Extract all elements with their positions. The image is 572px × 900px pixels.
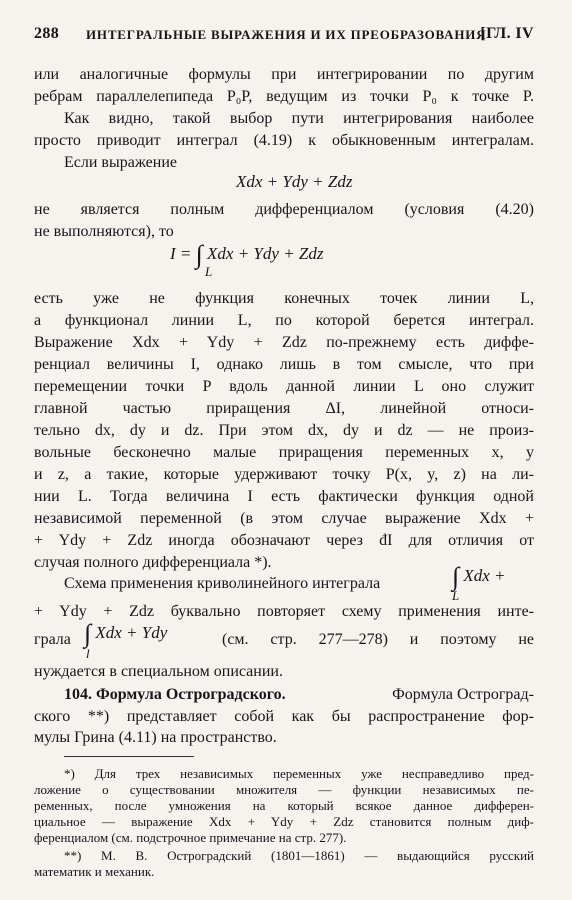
text-line: ренциал величины I, однако лишь в том смысле, что при (34, 356, 534, 373)
formula-differential: Xdx + Ydy + Zdz (236, 172, 353, 191)
text-line: + Ydy + Zdz буквально повторяет схему применения инте- (34, 603, 534, 620)
text-line: независимой переменной (в этом случае выражение Xdx + (34, 510, 534, 527)
text-line: не выполняются), то (34, 223, 174, 240)
text-line: случая полного дифференциала *). (34, 554, 272, 571)
inline-integral-formula (452, 562, 506, 591)
text-line: главной частью приращения ΔI, линейной относи- (34, 400, 534, 417)
formula-functional (170, 240, 324, 269)
text-line: ского **) представляет собой как бы распространение фор- (34, 708, 534, 725)
text-line: нии L. Тогда величина I есть фактически функция одной (34, 488, 534, 505)
formula-part: Xdx + (463, 566, 506, 585)
text-line: грала (34, 631, 71, 648)
text-line: (см. стр. 277—278) и поэтому не (222, 631, 534, 648)
footnote-line: математик и механик. (34, 864, 155, 879)
text-line: мулы Грина (4.11) на пространство. (34, 729, 277, 746)
text-line: а функционал линии L, по которой берется интеграл. (34, 312, 534, 329)
text-line: нуждается в специальном описании. (34, 663, 283, 680)
section-heading (64, 684, 354, 706)
text-line: + Ydy + Zdz иногда обозначают через đI для отличия от (34, 532, 534, 549)
section-title: 104. Формула Остроградского. (64, 686, 286, 703)
footnote-line: циальное — выражение Xdx + Ydy + Zdz становится полным диф- (34, 814, 534, 829)
footnote-line: ложение о существовании множителя — функции независимых пе- (34, 782, 534, 797)
text-line: есть уже не функция конечных точек линии L, (34, 290, 534, 307)
text-line: Выражение Xdx + Ydy + Zdz по-прежнему есть диффе- (34, 334, 534, 351)
integral-subscript: L (205, 264, 213, 279)
formula-part: Xdx + Ydy (95, 623, 168, 642)
text-line: просто приводит интеграл (4.19) к обыкновенным интегралам. (34, 132, 534, 149)
inline-integral-formula-2 (84, 619, 168, 648)
text-line: или аналогичные формулы при интегрировании по другим (34, 66, 534, 83)
text-line: ребрам параллелепипеда P₀P, ведущим из точки P₀ к точке P. (34, 88, 534, 105)
text-line: Формула Остроград- (392, 686, 534, 703)
footnote-line: ференциалом (см. подстрочное примечание на стр. 277). (34, 830, 347, 845)
running-title: ИНТЕГРАЛЬНЫЕ ВЫРАЖЕНИЯ И ИХ ПРЕОБРАЗОВАНИЯ (86, 27, 487, 42)
integral-subscript: l (86, 646, 90, 661)
integral-subscript: L (452, 588, 460, 603)
text-line: вольные бесконечно малые приращения переменных x, y (34, 444, 534, 461)
text-line: тельно dx, dy и dz. При этом dx, dy и dz — не произ- (34, 422, 534, 439)
chapter-label: [ГЛ. IV (480, 25, 534, 42)
integral-sign: ∫ (452, 562, 460, 591)
page-number: 288 (34, 25, 60, 42)
text-line: и z, а такие, которые удерживают точку P(x, y, z) на ли- (34, 466, 534, 483)
formula-lhs: I = (170, 244, 192, 263)
formula-rhs: Xdx + Ydy + Zdz (207, 244, 324, 263)
text-line: перемещении точки P вдоль данной линии L оно служит (34, 378, 534, 395)
integral-sign: ∫ (195, 240, 203, 269)
footnote-line: ременных, после умножения на который всякое данное дифферен- (34, 798, 534, 813)
integral-sign: ∫ (84, 619, 92, 648)
footnote-line: **) М. В. Остроградский (1801—1861) — выдающийся русский (64, 848, 534, 863)
text-line: Как видно, такой выбор пути интегрирования наиболее (64, 110, 534, 127)
footnote-divider (64, 756, 194, 757)
text-line: Схема применения криволинейного интеграла (64, 575, 381, 592)
text-line: Если выражение (64, 154, 177, 171)
text-line: не является полным дифференциалом (условия (4.20) (34, 201, 534, 218)
footnote-line: *) Для трех независимых переменных уже несправедливо пред- (64, 766, 534, 781)
